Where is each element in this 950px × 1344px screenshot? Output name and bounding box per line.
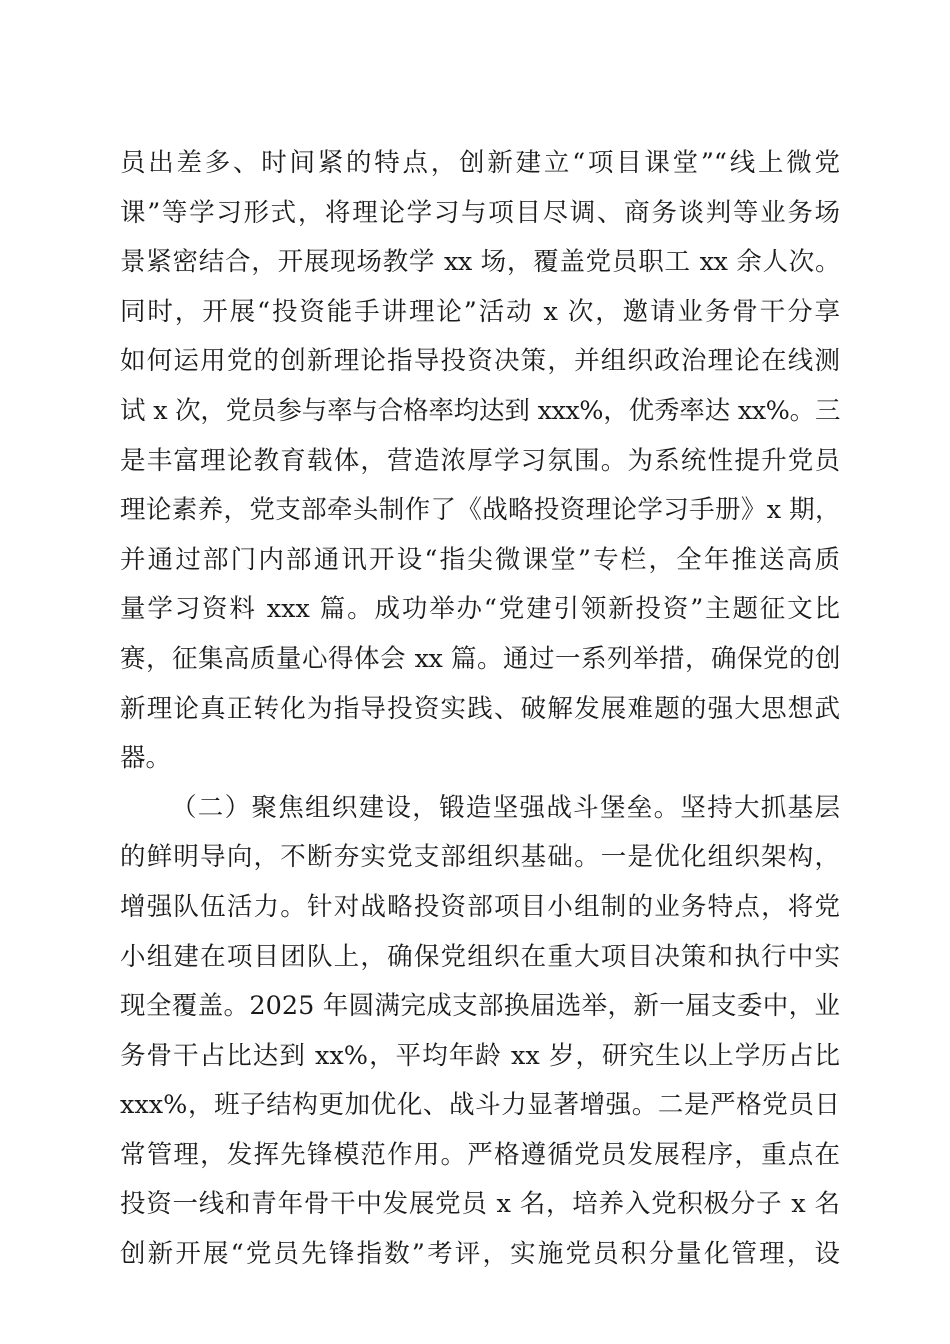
text-line: 新理论真正转化为指导投资实践、破解发展难题的强大思想武 <box>120 693 840 724</box>
text-line: 并通过部门内部通讯开设“指尖微课堂”专栏，全年推送高质 <box>120 544 840 575</box>
text-line: 务骨干占比达到 xx%，平均年龄 xx 岁，研究生以上学历占比 <box>120 1040 840 1071</box>
text-line: 小组建在项目团队上，确保党组织在重大项目决策和执行中实 <box>120 941 840 972</box>
text-line: 课”等学习形式，将理论学习与项目尽调、商务谈判等业务场 <box>120 197 840 228</box>
text-line: 理论素养，党支部牵头制作了《战略投资理论学习手册》x 期， <box>120 495 840 526</box>
text-line: 的鲜明导向，不断夯实党支部组织基础。一是优化组织架构， <box>120 842 840 873</box>
body-text <box>120 139 840 1280</box>
text-line: 景紧密结合，开展现场教学 xx 场，覆盖党员职工 xx 余人次。 <box>120 247 840 278</box>
text-line: 常管理，发挥先锋模范作用。严格遵循党员发展程序，重点在 <box>120 1139 840 1170</box>
paragraph-end-line: 器。 <box>120 743 172 774</box>
text-line: 试 x 次，党员参与率与合格率均达到 xxx%，优秀率达 xx%。三 <box>120 395 840 426</box>
text-line: 投资一线和青年骨干中发展党员 x 名，培养入党积极分子 x 名 <box>120 1189 840 1220</box>
text-line: 现全覆盖。2025 年圆满完成支部换届选举，新一届支委中，业 <box>120 991 840 1022</box>
text-line: xxx%，班子结构更加优化、战斗力显著增强。二是严格党员日 <box>120 1090 840 1121</box>
text-line: 同时，开展“投资能手讲理论”活动 x 次，邀请业务骨干分享 <box>120 296 840 327</box>
text-line: 如何运用党的创新理论指导投资决策，并组织政治理论在线测 <box>120 346 840 377</box>
text-line: 量学习资料 xxx 篇。成功举办“党建引领新投资”主题征文比 <box>120 594 840 625</box>
text-line: 员出差多、时间紧的特点，创新建立“项目课堂”“线上微党 <box>120 148 840 178</box>
text-line: 赛，征集高质量心得体会 xx 篇。通过一系列举措，确保党的创 <box>120 643 840 674</box>
section-heading-line: （二）聚焦组织建设，锻造坚强战斗堡垒。坚持大抓基层 <box>171 792 840 823</box>
text-line: 创新开展“党员先锋指数”考评，实施党员积分量化管理，设 <box>120 1239 840 1270</box>
text-line: 是丰富理论教育载体，营造浓厚学习氛围。为系统性提升党员 <box>120 445 840 476</box>
text-line: 增强队伍活力。针对战略投资部项目小组制的业务特点，将党 <box>120 891 840 922</box>
